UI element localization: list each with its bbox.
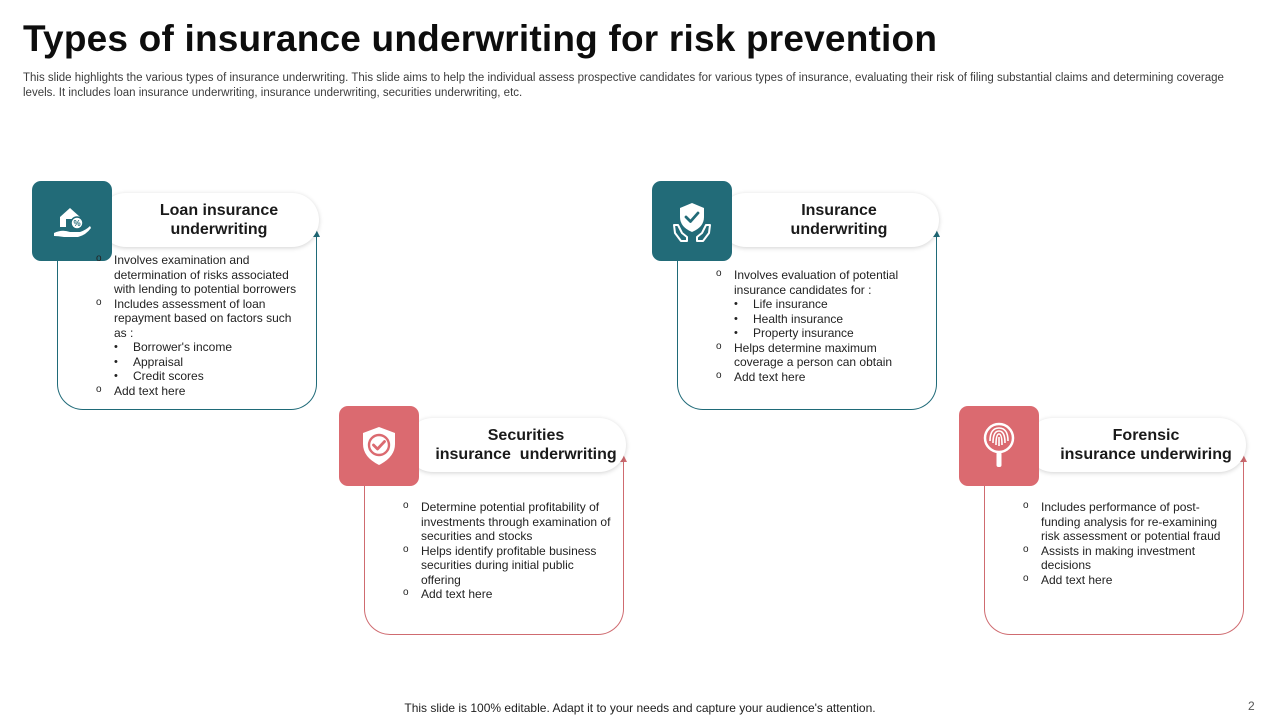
shield-check-hands-icon [652,181,732,261]
list-item: o Helps identify profitable business securities during initial public offering [401,544,611,588]
list-item: o Add text here [94,384,304,399]
list-item: o Includes assessment of loan repayment based on factors such as : [94,297,304,341]
shield-check-icon [339,406,419,486]
card-heading: Loan insurance underwriting [159,202,279,238]
sub-list-item: • Appraisal [94,355,304,370]
list-item: o Helps determine maximum coverage a person can obtain [714,341,924,370]
list-item: o Add text here [401,587,611,602]
slide-title: Types of insurance underwriting for risk prevention [23,18,938,59]
card-body-list [401,500,611,602]
card-body-list [714,268,924,384]
card-heading-pill [1026,418,1246,472]
list-item: o Add text here [714,370,924,385]
page-number: 2 [1248,699,1255,713]
list-item: o Involves examination and determination of risks associated with lending to potential borrowers [94,253,304,297]
fingerprint-magnifier-icon [959,406,1039,486]
card-insurance-underwriting [652,181,942,413]
card-securities-insurance-underwriting [339,406,629,638]
card-heading: Securities insurance underwriting [435,427,617,463]
card-heading-pill [719,193,939,247]
list-item: o Includes performance of post-funding analysis for re-examining risk assessment or potential fraud [1021,500,1231,544]
house-loan-hand-icon [32,181,112,261]
list-item: o Assists in making investment decisions [1021,544,1231,573]
sub-list-item: • Credit scores [94,369,304,384]
slide-subtitle: This slide highlights the various types of insurance underwriting. This slide aims to help the individual assess prospective candidates for various types of insurance, evaluating their risk of filing substantial claims and determining coverage levels. It includes loan insurance underwriting, insurance underwriting, securities underwriting, etc. [23,72,1224,99]
footer-note: This slide is 100% editable. Adapt it to your needs and capture your audience's attention. [404,701,876,715]
sub-list-item: • Borrower's income [94,340,304,355]
sub-list-item: • Life insurance [714,297,924,312]
card-heading: Insurance underwriting [790,202,888,238]
card-body-list [94,253,304,398]
card-body-list [1021,500,1231,587]
list-item: o Add text here [1021,573,1231,588]
list-item: o Involves evaluation of potential insurance candidates for : [714,268,924,297]
card-heading-pill [406,418,626,472]
card-forensic-insurance-underwriting [959,406,1249,638]
svg-text:%: % [73,219,81,228]
sub-list-item: • Health insurance [714,312,924,327]
card-heading: Forensic insurance underwiring [1060,427,1232,463]
card-heading-pill [99,193,319,247]
card-loan-insurance-underwriting [32,181,322,413]
list-item: o Determine potential profitability of investments through examination of securities and stocks [401,500,611,544]
sub-list-item: • Property insurance [714,326,924,341]
